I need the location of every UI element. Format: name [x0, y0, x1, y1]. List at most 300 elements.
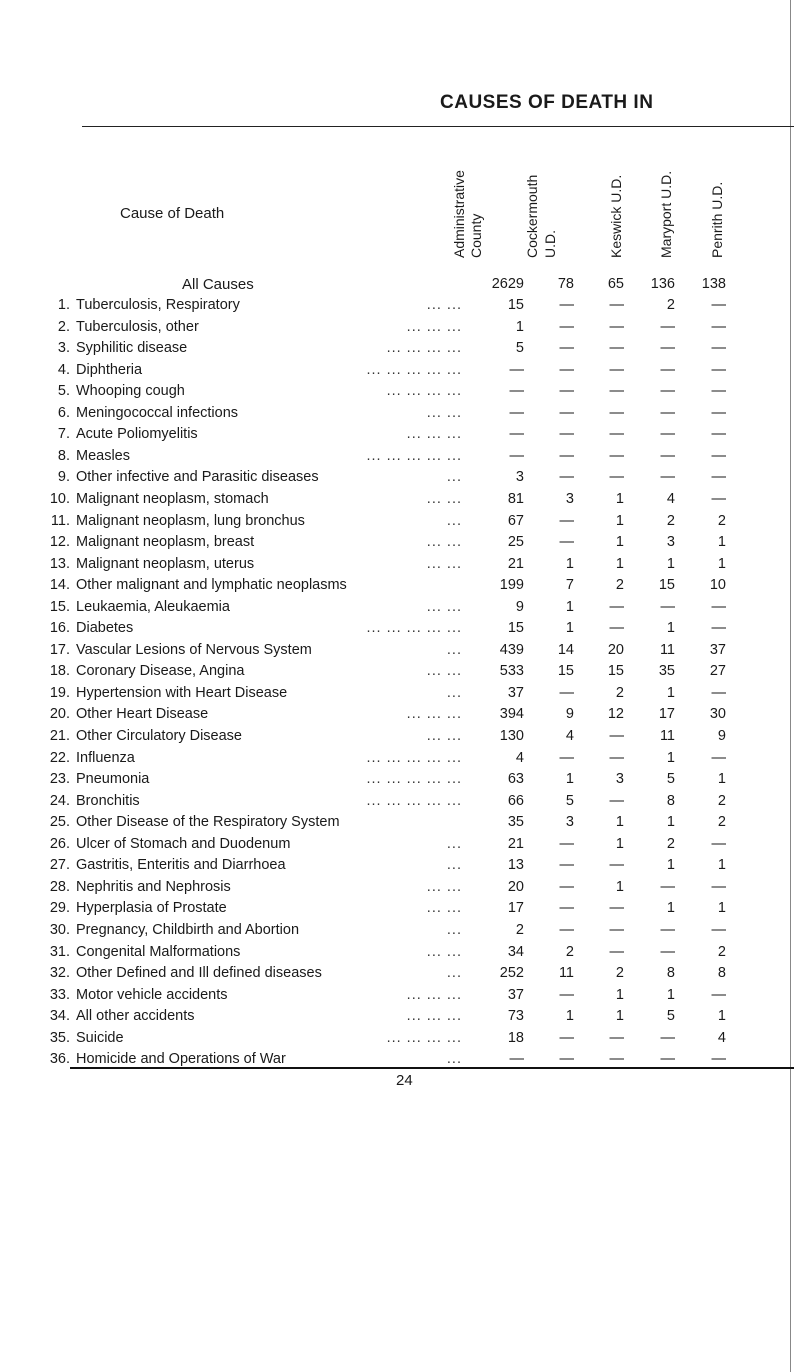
cell-value: 37 — [507, 986, 524, 1003]
cell-value: — — [609, 921, 624, 938]
cell-value: 34 — [507, 943, 524, 960]
page-number: 24 — [396, 1072, 413, 1089]
cell-value: 1 — [717, 534, 726, 551]
cell-value: 1 — [615, 986, 624, 1003]
all-causes-label: All Causes — [182, 276, 254, 293]
table-row — [0, 900, 790, 922]
cell-value: — — [711, 620, 726, 637]
row-number: 7. — [57, 426, 70, 443]
table-row — [0, 577, 790, 599]
cause-name: Pneumonia — [76, 771, 150, 788]
cell-value: 1 — [717, 900, 726, 917]
cause-name: Influenza — [76, 749, 135, 766]
row-number: 5. — [57, 383, 70, 400]
cause-name: Other Defined and Ill defined diseases — [76, 965, 322, 982]
leader-dots: ... ... ... — [406, 986, 462, 1003]
table-row — [0, 319, 790, 341]
cell-value: — — [711, 447, 726, 464]
leader-dots: ... ... — [426, 878, 462, 895]
cell-value: — — [660, 404, 675, 421]
leader-dots: ... ... ... ... ... — [366, 620, 462, 637]
row-number: 32. — [49, 965, 70, 982]
table-row — [0, 728, 790, 750]
cell-value: — — [559, 835, 574, 852]
column-header-2-line-0: Keswick U.D. — [608, 174, 624, 258]
cause-name: Diphtheria — [76, 361, 143, 378]
table-row — [0, 1030, 790, 1052]
cell-value: — — [559, 297, 574, 313]
cell-value: — — [711, 921, 726, 938]
row-number: 2. — [57, 318, 70, 335]
table-row — [0, 706, 790, 728]
cell-value: — — [711, 404, 726, 421]
cell-value: — — [660, 469, 675, 486]
cause-name: Other Heart Disease — [76, 706, 209, 723]
cell-value: 1 — [615, 1008, 624, 1025]
cell-value: — — [559, 986, 574, 1003]
row-number: 35. — [49, 1029, 70, 1046]
cell-value: 2 — [565, 943, 574, 960]
leader-dots: ... — [446, 684, 462, 701]
cell-value: 17 — [658, 706, 675, 723]
table-row — [0, 771, 790, 793]
cell-value: — — [711, 749, 726, 766]
cell-value: — — [559, 921, 574, 938]
table-row — [0, 793, 790, 815]
leader-dots: ... ... — [426, 663, 462, 680]
table-row — [0, 987, 790, 1009]
leader-dots: ... — [446, 512, 462, 529]
cell-value: 2 — [615, 684, 624, 701]
cell-value: 21 — [507, 555, 524, 572]
table-row — [0, 944, 790, 966]
cause-name: All other accidents — [76, 1008, 195, 1025]
all-causes-value: 78 — [557, 276, 574, 292]
cell-value: 9 — [717, 728, 726, 744]
table-row — [0, 965, 790, 987]
table-row — [0, 405, 790, 427]
cell-value: — — [660, 340, 675, 357]
row-number: 3. — [57, 340, 70, 357]
table-row — [0, 599, 790, 621]
leader-dots: ... ... — [426, 943, 462, 960]
leader-dots: ... — [446, 965, 462, 982]
row-number: 4. — [57, 361, 70, 378]
cell-value: 35 — [658, 663, 675, 680]
cell-value: 30 — [709, 706, 726, 723]
cell-value: 20 — [507, 878, 524, 895]
column-header-4-line-0: Penrith U.D. — [709, 181, 725, 258]
cell-value: 199 — [499, 577, 524, 594]
cause-name: Ulcer of Stomach and Duodenum — [76, 835, 291, 852]
cell-value: — — [559, 512, 574, 529]
cell-value: — — [609, 900, 624, 917]
cell-value: — — [609, 426, 624, 443]
cell-value: 37 — [709, 641, 726, 658]
leader-dots: ... ... ... — [406, 706, 462, 723]
row-number: 24. — [49, 792, 70, 809]
row-number: 25. — [49, 814, 70, 831]
leader-dots: ... — [446, 835, 462, 852]
cause-name: Acute Poliomyelitis — [76, 426, 198, 443]
cell-value: — — [509, 1051, 524, 1068]
cell-value: — — [559, 404, 574, 421]
row-number: 30. — [49, 921, 70, 938]
cell-value: — — [609, 404, 624, 421]
leader-dots: ... — [446, 1051, 462, 1068]
cell-value: 73 — [507, 1008, 524, 1025]
cell-value: — — [711, 1051, 726, 1068]
row-number: 16. — [49, 620, 70, 637]
cell-value: 5 — [666, 771, 675, 788]
cell-value: 1 — [565, 620, 574, 637]
row-number: 34. — [49, 1008, 70, 1025]
table-row — [0, 297, 790, 319]
cause-name: Gastritis, Enteritis and Diarrhoea — [76, 857, 286, 874]
row-number: 1. — [57, 297, 70, 313]
row-number: 12. — [49, 534, 70, 551]
cell-value: — — [559, 749, 574, 766]
cell-value: — — [559, 857, 574, 874]
column-header-0-line-0: Administrative — [451, 170, 467, 258]
leader-dots: ... ... ... ... — [386, 340, 462, 357]
cause-name: Tuberculosis, other — [76, 318, 199, 335]
leader-dots: ... ... ... ... ... — [366, 749, 462, 766]
cause-name: Malignant neoplasm, stomach — [76, 490, 269, 507]
cell-value: 3 — [565, 490, 574, 507]
cell-value: 1 — [615, 555, 624, 572]
leader-dots: ... ... ... ... ... — [366, 361, 462, 378]
cell-value: 1 — [615, 490, 624, 507]
table-row — [0, 663, 790, 685]
cause-name: Hyperplasia of Prostate — [76, 900, 227, 917]
cell-value: 1 — [666, 684, 675, 701]
cell-value: 7 — [565, 577, 574, 594]
leader-dots: ... — [446, 921, 462, 938]
cell-value: 12 — [607, 706, 624, 723]
cell-value: — — [559, 469, 574, 486]
cell-value: — — [711, 340, 726, 357]
cell-value: 1 — [717, 771, 726, 788]
cell-value: 13 — [507, 857, 524, 874]
cell-value: 11 — [659, 641, 675, 658]
cell-value: 67 — [507, 512, 524, 529]
table-row — [0, 620, 790, 642]
cell-value: — — [609, 1051, 624, 1068]
cell-value: 1 — [615, 814, 624, 831]
cell-value: 130 — [499, 728, 524, 744]
leader-dots: ... ... — [426, 534, 462, 551]
leader-dots: ... ... — [426, 728, 462, 744]
cause-name: Malignant neoplasm, breast — [76, 534, 255, 551]
cell-value: 35 — [507, 814, 524, 831]
table-row — [0, 556, 790, 578]
table-row — [0, 1008, 790, 1030]
row-number: 11. — [50, 512, 70, 529]
cell-value: — — [660, 1051, 675, 1068]
cell-value: — — [559, 318, 574, 335]
cause-name: Malignant neoplasm, uterus — [76, 555, 255, 572]
cell-value: — — [660, 878, 675, 895]
table-row — [0, 685, 790, 707]
cell-value: 1 — [565, 598, 574, 615]
cell-value: 1 — [666, 857, 675, 874]
table-row — [0, 642, 790, 664]
leader-dots: ... ... ... ... ... — [366, 771, 462, 788]
row-number: 36. — [49, 1051, 70, 1068]
table-row — [0, 814, 790, 836]
table-row — [0, 426, 790, 448]
cell-value: 1 — [565, 771, 574, 788]
cell-value: 66 — [507, 792, 524, 809]
cell-value: 15 — [507, 297, 524, 313]
cell-value: 4 — [565, 728, 574, 744]
cell-value: — — [711, 878, 726, 895]
cell-value: 1 — [666, 749, 675, 766]
cell-value: — — [559, 340, 574, 357]
cell-value: 21 — [507, 835, 524, 852]
cell-value: — — [711, 318, 726, 335]
cell-value: — — [609, 749, 624, 766]
cell-value: — — [609, 340, 624, 357]
cell-value: — — [711, 598, 726, 615]
cell-value: 252 — [499, 965, 524, 982]
cell-value: 2 — [615, 577, 624, 594]
table-row — [0, 340, 790, 362]
cell-value: 1 — [666, 555, 675, 572]
table-row — [0, 448, 790, 470]
row-number: 10. — [49, 490, 70, 507]
cell-value: 3 — [666, 534, 675, 551]
cell-value: — — [559, 900, 574, 917]
cause-name: Pregnancy, Childbirth and Abortion — [76, 921, 300, 938]
row-number: 28. — [49, 878, 70, 895]
cause-name: Other malignant and lymphatic neoplasms — [76, 577, 347, 594]
row-number: 9. — [57, 469, 70, 486]
leader-dots: ... ... ... — [406, 426, 462, 443]
row-number: 17. — [49, 641, 70, 658]
cell-value: — — [711, 986, 726, 1003]
cell-value: — — [559, 1051, 574, 1068]
column-header-3-line-0: Maryport U.D. — [658, 170, 674, 258]
cause-name: Nephritis and Nephrosis — [76, 878, 231, 895]
column-header-1-line-1: U.D. — [542, 230, 558, 258]
row-number: 15. — [49, 598, 70, 615]
table-row — [0, 383, 790, 405]
table-row — [0, 491, 790, 513]
table-row — [0, 469, 790, 491]
cell-value: 1 — [515, 318, 524, 335]
cell-value: — — [609, 469, 624, 486]
cell-value: 4 — [666, 490, 675, 507]
cell-value: — — [559, 447, 574, 464]
cell-value: 20 — [607, 641, 624, 658]
leader-dots: ... ... — [426, 490, 462, 507]
cause-name: Coronary Disease, Angina — [76, 663, 245, 680]
leader-dots: ... — [446, 469, 462, 486]
cell-value: — — [559, 878, 574, 895]
cell-value: — — [711, 684, 726, 701]
row-number: 23. — [49, 771, 70, 788]
cell-value: — — [609, 792, 624, 809]
cell-value: — — [660, 426, 675, 443]
cell-value: — — [609, 943, 624, 960]
cell-value: — — [559, 383, 574, 400]
cause-name: Diabetes — [76, 620, 134, 637]
table-row — [0, 362, 790, 384]
cause-name: Tuberculosis, Respiratory — [76, 297, 240, 313]
cell-value: 533 — [499, 663, 524, 680]
row-number: 31. — [49, 943, 70, 960]
cell-value: 9 — [565, 706, 574, 723]
all-causes-value: 136 — [650, 276, 675, 292]
table-row — [0, 922, 790, 944]
cell-value: — — [711, 361, 726, 378]
leader-dots: ... ... ... ... ... — [366, 792, 462, 809]
cell-value: 10 — [709, 577, 726, 594]
cell-value: — — [509, 404, 524, 421]
cell-value: 1 — [717, 555, 726, 572]
cell-value: 8 — [666, 792, 675, 809]
table-row — [0, 879, 790, 901]
cell-value: 15 — [557, 663, 574, 680]
cell-value: 25 — [507, 534, 524, 551]
cell-value: — — [711, 383, 726, 400]
cell-value: 11 — [659, 728, 675, 744]
cell-value: 1 — [615, 512, 624, 529]
cell-value: 15 — [507, 620, 524, 637]
cause-name: Congenital Malformations — [76, 943, 241, 960]
cell-value: 14 — [557, 641, 574, 658]
cell-value: 5 — [565, 792, 574, 809]
cell-value: 2 — [615, 965, 624, 982]
leader-dots: ... ... — [426, 297, 462, 313]
row-number: 6. — [57, 404, 70, 421]
leader-dots: ... ... ... ... ... — [366, 447, 462, 464]
cell-value: 1 — [565, 555, 574, 572]
row-number: 27. — [49, 857, 70, 874]
cell-value: 2 — [717, 512, 726, 529]
table-row — [0, 1051, 790, 1073]
cell-value: 1 — [666, 986, 675, 1003]
cause-name: Hypertension with Heart Disease — [76, 684, 288, 701]
cell-value: 27 — [709, 663, 726, 680]
cell-value: 8 — [666, 965, 675, 982]
cell-value: — — [660, 943, 675, 960]
leader-dots: ... ... ... ... — [386, 383, 462, 400]
cell-value: — — [609, 361, 624, 378]
cell-value: 2 — [717, 943, 726, 960]
cell-value: — — [509, 447, 524, 464]
row-number: 20. — [49, 706, 70, 723]
cell-value: — — [609, 857, 624, 874]
row-number: 26. — [49, 835, 70, 852]
cell-value: — — [609, 598, 624, 615]
cell-value: — — [609, 383, 624, 400]
cell-value: — — [559, 684, 574, 701]
row-number: 8. — [57, 447, 70, 464]
all-causes-value: 65 — [607, 276, 624, 292]
cell-value: — — [609, 1029, 624, 1046]
cause-name: Suicide — [76, 1029, 124, 1046]
leader-dots: ... ... ... — [406, 1008, 462, 1025]
row-number: 14. — [49, 577, 70, 594]
cell-value: 63 — [507, 771, 524, 788]
cell-value: — — [711, 469, 726, 486]
cell-value: 1 — [666, 620, 675, 637]
column-header-1-line-0: Cockermouth — [524, 174, 540, 258]
cell-value: 81 — [507, 490, 524, 507]
cell-value: 1 — [615, 534, 624, 551]
cell-value: 2 — [717, 814, 726, 831]
cell-value: 4 — [515, 749, 524, 766]
row-number: 19. — [49, 684, 70, 701]
leader-dots: ... ... — [426, 900, 462, 917]
cell-value: 5 — [515, 340, 524, 357]
leader-dots: ... — [446, 857, 462, 874]
cell-value: — — [609, 297, 624, 313]
cell-value: 1 — [615, 835, 624, 852]
cell-value: 394 — [499, 706, 524, 723]
cell-value: — — [509, 361, 524, 378]
cell-value: — — [660, 383, 675, 400]
cell-value: — — [711, 426, 726, 443]
cell-value: 5 — [666, 1008, 675, 1025]
cell-value: 1 — [615, 878, 624, 895]
column-header-0-line-1: County — [468, 213, 484, 258]
cell-value: 3 — [615, 771, 624, 788]
cell-value: 2 — [666, 835, 675, 852]
cell-value: — — [609, 447, 624, 464]
table-row — [0, 836, 790, 858]
cell-value: 1 — [717, 1008, 726, 1025]
table-row — [0, 750, 790, 772]
all-causes-value: 2629 — [491, 276, 524, 292]
cell-value: 15 — [658, 577, 675, 594]
row-number: 22. — [49, 749, 70, 766]
cell-value: — — [660, 1029, 675, 1046]
cell-value: 17 — [507, 900, 524, 917]
cell-value: — — [559, 426, 574, 443]
cell-value: 15 — [607, 663, 624, 680]
cell-value: 2 — [717, 792, 726, 809]
cell-value: 2 — [666, 512, 675, 529]
cause-name: Bronchitis — [76, 792, 140, 809]
leader-dots: ... ... ... ... — [386, 1029, 462, 1046]
row-number: 18. — [49, 663, 70, 680]
cell-value: — — [509, 426, 524, 443]
cell-value: — — [660, 598, 675, 615]
table-row — [0, 857, 790, 879]
leader-dots: ... — [446, 641, 462, 658]
leader-dots: ... ... — [426, 555, 462, 572]
cell-value: 2 — [515, 921, 524, 938]
cell-value: — — [711, 297, 726, 313]
cell-value: 4 — [717, 1029, 726, 1046]
cause-name: Leukaemia, Aleukaemia — [76, 598, 230, 615]
cell-value: 3 — [565, 814, 574, 831]
all-causes-value: 138 — [701, 276, 726, 292]
cell-value: — — [609, 620, 624, 637]
cell-value: — — [660, 447, 675, 464]
cell-value: 37 — [507, 684, 524, 701]
cell-value: 2 — [666, 297, 675, 313]
cell-value: — — [609, 318, 624, 335]
cell-value: — — [660, 361, 675, 378]
cause-name: Other Disease of the Respiratory System — [76, 814, 340, 831]
cause-name: Whooping cough — [76, 383, 185, 400]
table-row — [0, 534, 790, 556]
